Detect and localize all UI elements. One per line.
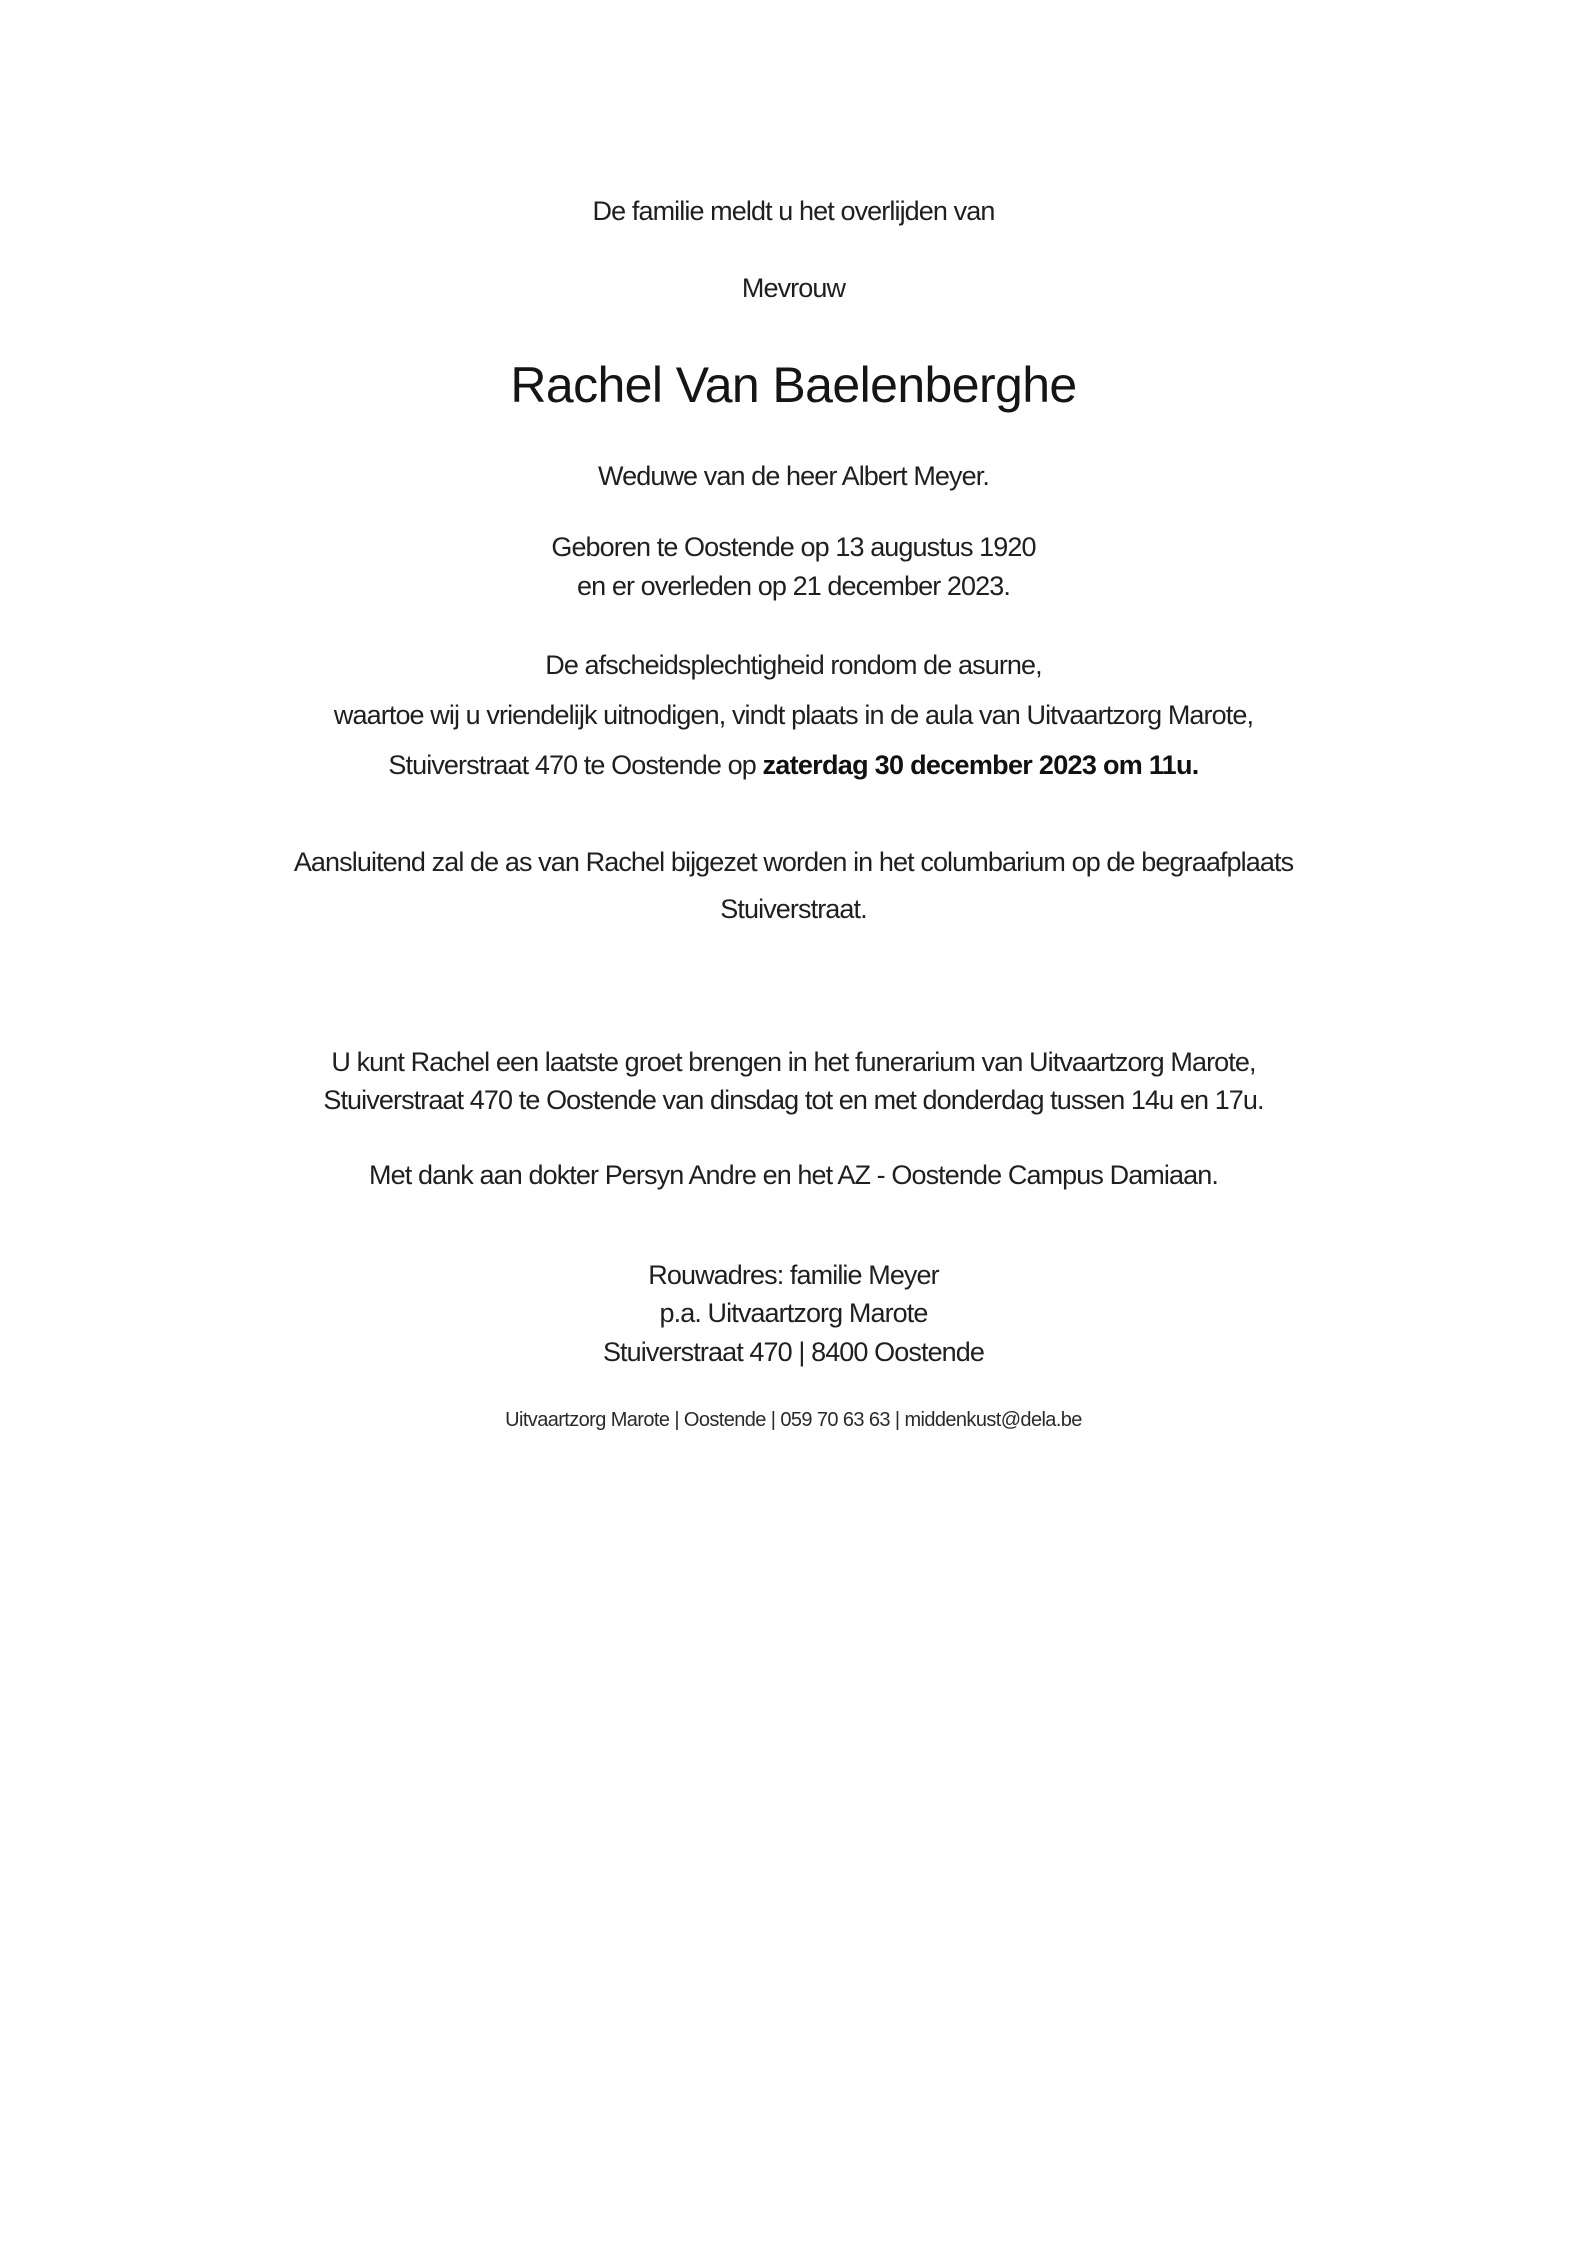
ceremony-line-2: waartoe wij u vriendelijk uitnodigen, vindt plaats in de aula van Uitvaartzorg Marote, — [333, 700, 1254, 730]
visitation-line-2: Stuiverstraat 470 te Oostende van dinsdag tot en met donderdag tussen 14u en 17u. — [323, 1085, 1264, 1115]
footer-city: Oostende — [683, 1409, 766, 1431]
deceased-name: Rachel Van Baelenberghe — [510, 357, 1077, 413]
spouse-text: Weduwe van de heer Albert Meyer. — [598, 461, 989, 491]
footer-phone: 059 70 63 63 — [780, 1409, 890, 1431]
intro-text: De familie meldt u het overlijden van — [592, 196, 995, 226]
footer-company: Uitvaartzorg Marote — [505, 1409, 670, 1431]
ceremony-datetime: zaterdag 30 december 2023 om 11u. — [762, 750, 1199, 780]
thanks-text: Met dank aan dokter Persyn Andre en het AZ - Oostende Campus Damiaan. — [369, 1160, 1218, 1190]
birth-text: Geboren te Oostende op 13 augustus 1920 — [551, 532, 1036, 562]
footer-contact — [0, 1410, 1587, 1430]
mourning-address-line-3: Stuiverstraat 470 | 8400 Oostende — [602, 1337, 985, 1367]
footer-separator: | — [889, 1409, 905, 1431]
visitation-line-1: U kunt Rachel een laatste groet brengen in het funerarium van Uitvaartzorg Marote, — [331, 1047, 1256, 1077]
ceremony-line-3 — [0, 752, 1587, 779]
ceremony-line-1: De afscheidsplechtigheid rondom de asurne, — [545, 650, 1042, 680]
mourning-address-line-1: Rouwadres: familie Meyer — [648, 1260, 939, 1290]
ceremony-location: Stuiverstraat 470 te Oostende op — [388, 750, 763, 780]
footer-email: middenkust@dela.be — [904, 1409, 1082, 1431]
interment-line-2: Stuiverstraat. — [720, 894, 867, 924]
death-text: en er overleden op 21 december 2023. — [577, 571, 1010, 601]
mourning-address-line-2: p.a. Uitvaartzorg Marote — [659, 1298, 928, 1328]
footer-separator: | — [765, 1409, 781, 1431]
honorific: Mevrouw — [741, 273, 846, 303]
interment-line-1: Aansluitend zal de as van Rachel bijgezet worden in het columbarium op de begraafplaats — [293, 847, 1294, 877]
footer-separator: | — [669, 1409, 684, 1431]
